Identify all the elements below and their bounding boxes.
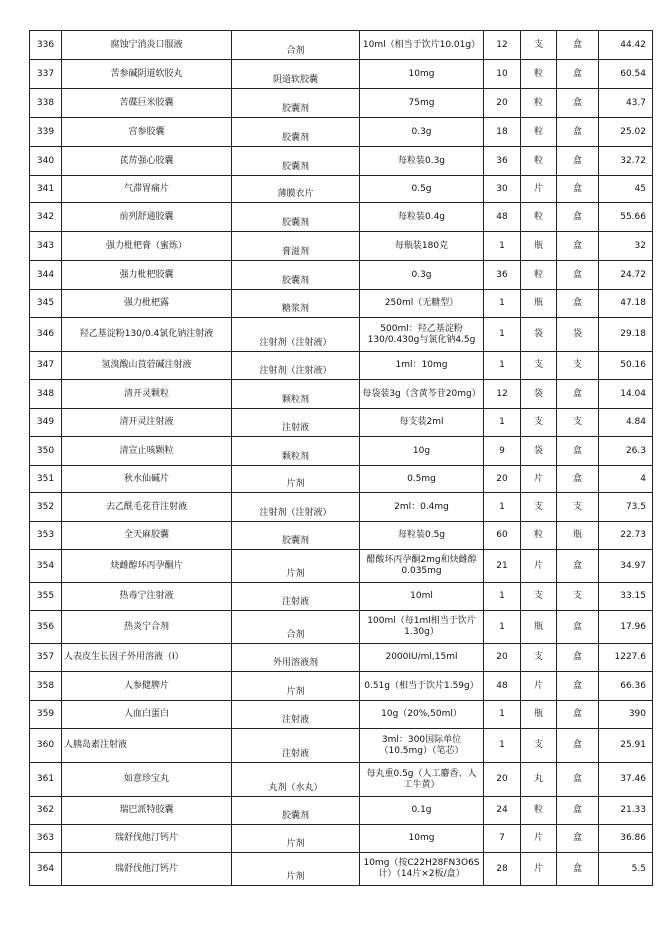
table-row xyxy=(30,763,653,797)
package-unit: 盒 xyxy=(557,644,599,672)
specification: 0.51g（相当于饮片1.59g） xyxy=(360,672,484,701)
package-unit: 盒 xyxy=(557,701,599,729)
minimum-unit: 支 xyxy=(521,409,557,437)
row-number: 359 xyxy=(30,701,62,729)
specification: 0.3g xyxy=(360,118,484,147)
price: 37.46 xyxy=(599,763,653,797)
specification: 0.5mg xyxy=(360,466,484,493)
row-number: 343 xyxy=(30,232,62,261)
specification: 醋酸环丙孕酮2mg和炔雌醇0.035mg xyxy=(360,550,484,583)
table-row xyxy=(30,318,653,352)
drug-name: 强力枇杷露 xyxy=(62,290,232,318)
package-quantity: 1 xyxy=(484,729,521,763)
table-row xyxy=(30,466,653,493)
minimum-unit: 片 xyxy=(521,176,557,203)
minimum-unit: 片 xyxy=(521,853,557,886)
dosage-form: 注射液 xyxy=(232,701,360,729)
package-unit: 盒 xyxy=(557,147,599,176)
table-row xyxy=(30,203,653,232)
price: 25.91 xyxy=(599,729,653,763)
drug-name: 强力枇杷膏（蜜炼） xyxy=(62,232,232,261)
drug-name: 瑞舒伐他汀钙片 xyxy=(62,853,232,886)
minimum-unit: 粒 xyxy=(521,89,557,118)
minimum-unit: 丸 xyxy=(521,763,557,797)
price: 32 xyxy=(599,232,653,261)
package-quantity: 21 xyxy=(484,550,521,583)
dosage-form: 膏滋剂 xyxy=(232,232,360,261)
dosage-form: 注射液 xyxy=(232,729,360,763)
minimum-unit: 粒 xyxy=(521,797,557,825)
specification: 每瓶装180克 xyxy=(360,232,484,261)
table-row xyxy=(30,644,653,672)
package-unit: 盒 xyxy=(557,232,599,261)
package-unit: 袋 xyxy=(557,318,599,352)
dosage-form: 胶囊剂 xyxy=(232,203,360,232)
package-unit: 盒 xyxy=(557,118,599,147)
minimum-unit: 瓶 xyxy=(521,290,557,318)
row-number: 346 xyxy=(30,318,62,352)
minimum-unit: 片 xyxy=(521,550,557,583)
dosage-form: 薄膜衣片 xyxy=(232,176,360,203)
row-number: 350 xyxy=(30,437,62,466)
drug-name: 腐蚀宁消炎口服液 xyxy=(62,31,232,60)
row-number: 354 xyxy=(30,550,62,583)
price: 66.36 xyxy=(599,672,653,701)
drug-price-table xyxy=(29,30,653,886)
row-number: 337 xyxy=(30,60,62,89)
specification: 每粒装0.3g xyxy=(360,147,484,176)
package-quantity: 20 xyxy=(484,763,521,797)
minimum-unit: 粒 xyxy=(521,203,557,232)
package-quantity: 24 xyxy=(484,797,521,825)
table-row xyxy=(30,611,653,644)
price: 43.7 xyxy=(599,89,653,118)
drug-name: 热毒宁注射液 xyxy=(62,583,232,611)
minimum-unit: 支 xyxy=(521,493,557,522)
table-row xyxy=(30,147,653,176)
table-row xyxy=(30,118,653,147)
specification: 1ml：10mg xyxy=(360,352,484,380)
minimum-unit: 片 xyxy=(521,672,557,701)
drug-name: 宫参胶囊 xyxy=(62,118,232,147)
price: 36.86 xyxy=(599,825,653,853)
table-row xyxy=(30,672,653,701)
package-unit: 支 xyxy=(557,352,599,380)
package-quantity: 1 xyxy=(484,701,521,729)
specification: 0.5g xyxy=(360,176,484,203)
package-quantity: 48 xyxy=(484,672,521,701)
package-unit: 盒 xyxy=(557,261,599,290)
table-row xyxy=(30,409,653,437)
price: 24.72 xyxy=(599,261,653,290)
table-row xyxy=(30,232,653,261)
dosage-form: 片剂 xyxy=(232,853,360,886)
specification: 10mg xyxy=(360,825,484,853)
price: 34.97 xyxy=(599,550,653,583)
row-number: 357 xyxy=(30,644,62,672)
specification: 10mg（按C22H28FN3O6S计）（14片×2板/盒） xyxy=(360,853,484,886)
minimum-unit: 粒 xyxy=(521,261,557,290)
row-number: 353 xyxy=(30,522,62,550)
package-quantity: 36 xyxy=(484,261,521,290)
package-quantity: 20 xyxy=(484,89,521,118)
specification: 75mg xyxy=(360,89,484,118)
package-quantity: 12 xyxy=(484,380,521,409)
table-row xyxy=(30,493,653,522)
specification: 2ml：0.4mg xyxy=(360,493,484,522)
dosage-form: 外用溶液剂 xyxy=(232,644,360,672)
package-unit: 盒 xyxy=(557,437,599,466)
minimum-unit: 支 xyxy=(521,583,557,611)
package-unit: 瓶 xyxy=(557,522,599,550)
minimum-unit: 袋 xyxy=(521,437,557,466)
dosage-form: 阴道软胶囊 xyxy=(232,60,360,89)
price: 50.16 xyxy=(599,352,653,380)
package-unit: 盒 xyxy=(557,466,599,493)
package-quantity: 1 xyxy=(484,352,521,380)
row-number: 363 xyxy=(30,825,62,853)
package-quantity: 12 xyxy=(484,31,521,60)
package-quantity: 48 xyxy=(484,203,521,232)
row-number: 362 xyxy=(30,797,62,825)
drug-name: 瑞巴派特胶囊 xyxy=(62,797,232,825)
table-row xyxy=(30,176,653,203)
specification: 每支装2ml xyxy=(360,409,484,437)
table-row xyxy=(30,583,653,611)
drug-name: 强力枇杷胶囊 xyxy=(62,261,232,290)
package-unit: 盒 xyxy=(557,31,599,60)
specification: 每袋装3g（含黄芩苷20mg） xyxy=(360,380,484,409)
dosage-form: 注射液 xyxy=(232,409,360,437)
dosage-form: 注射液 xyxy=(232,583,360,611)
drug-name: 瑞舒伐他汀钙片 xyxy=(62,825,232,853)
table-row xyxy=(30,729,653,763)
table-row xyxy=(30,290,653,318)
minimum-unit: 片 xyxy=(521,825,557,853)
minimum-unit: 瓶 xyxy=(521,611,557,644)
row-number: 360 xyxy=(30,729,62,763)
dosage-form: 颗粒剂 xyxy=(232,380,360,409)
package-unit: 盒 xyxy=(557,203,599,232)
package-quantity: 7 xyxy=(484,825,521,853)
package-quantity: 18 xyxy=(484,118,521,147)
dosage-form: 胶囊剂 xyxy=(232,522,360,550)
price: 44.42 xyxy=(599,31,653,60)
price: 29.18 xyxy=(599,318,653,352)
table-row xyxy=(30,522,653,550)
minimum-unit: 支 xyxy=(521,352,557,380)
specification: 100ml（每1ml相当于饮片1.30g） xyxy=(360,611,484,644)
package-unit: 支 xyxy=(557,409,599,437)
price: 4.84 xyxy=(599,409,653,437)
package-quantity: 36 xyxy=(484,147,521,176)
drug-name: 气滞胃痛片 xyxy=(62,176,232,203)
row-number: 348 xyxy=(30,380,62,409)
dosage-form: 糖浆剂 xyxy=(232,290,360,318)
row-number: 364 xyxy=(30,853,62,886)
minimum-unit: 袋 xyxy=(521,318,557,352)
price: 45 xyxy=(599,176,653,203)
package-quantity: 20 xyxy=(484,466,521,493)
dosage-form: 片剂 xyxy=(232,672,360,701)
drug-name: 人血白蛋白 xyxy=(62,701,232,729)
drug-name: 全天麻胶囊 xyxy=(62,522,232,550)
drug-name: 热炎宁合剂 xyxy=(62,611,232,644)
row-number: 361 xyxy=(30,763,62,797)
package-unit: 支 xyxy=(557,493,599,522)
price: 21.33 xyxy=(599,797,653,825)
table-row xyxy=(30,701,653,729)
package-quantity: 1 xyxy=(484,409,521,437)
dosage-form: 胶囊剂 xyxy=(232,89,360,118)
table-row xyxy=(30,380,653,409)
package-unit: 盒 xyxy=(557,176,599,203)
drug-name: 炔雌醇环丙孕酮片 xyxy=(62,550,232,583)
package-quantity: 1 xyxy=(484,290,521,318)
row-number: 351 xyxy=(30,466,62,493)
drug-name: 清开灵注射液 xyxy=(62,409,232,437)
dosage-form: 合剂 xyxy=(232,611,360,644)
package-unit: 盒 xyxy=(557,672,599,701)
dosage-form: 胶囊剂 xyxy=(232,147,360,176)
drug-name: 去乙酰毛花苷注射液 xyxy=(62,493,232,522)
drug-name: 清宣止咳颗粒 xyxy=(62,437,232,466)
minimum-unit: 瓶 xyxy=(521,232,557,261)
dosage-form: 片剂 xyxy=(232,466,360,493)
package-unit: 盒 xyxy=(557,729,599,763)
minimum-unit: 支 xyxy=(521,31,557,60)
drug-name: 羟乙基淀粉130/0.4氯化钠注射液 xyxy=(62,318,232,352)
row-number: 352 xyxy=(30,493,62,522)
minimum-unit: 瓶 xyxy=(521,701,557,729)
dosage-form: 胶囊剂 xyxy=(232,261,360,290)
row-number: 355 xyxy=(30,583,62,611)
dosage-form: 注射剂（注射液） xyxy=(232,318,360,352)
table-row xyxy=(30,89,653,118)
specification: 2000IU/ml,15ml xyxy=(360,644,484,672)
row-number: 339 xyxy=(30,118,62,147)
row-number: 356 xyxy=(30,611,62,644)
drug-name: 人胰岛素注射液 xyxy=(62,729,232,763)
specification: 0.3g xyxy=(360,261,484,290)
row-number: 347 xyxy=(30,352,62,380)
price: 47.18 xyxy=(599,290,653,318)
price: 17.96 xyxy=(599,611,653,644)
package-unit: 盒 xyxy=(557,797,599,825)
drug-name: 芪苈强心胶囊 xyxy=(62,147,232,176)
dosage-form: 合剂 xyxy=(232,31,360,60)
drug-name: 苦参碱阴道软胶丸 xyxy=(62,60,232,89)
specification: 每粒装0.5g xyxy=(360,522,484,550)
minimum-unit: 支 xyxy=(521,729,557,763)
dosage-form: 片剂 xyxy=(232,825,360,853)
dosage-form: 注射剂（注射液） xyxy=(232,493,360,522)
specification: 10ml xyxy=(360,583,484,611)
package-unit: 盒 xyxy=(557,853,599,886)
package-quantity: 28 xyxy=(484,853,521,886)
package-quantity: 1 xyxy=(484,583,521,611)
table-body xyxy=(30,31,653,886)
minimum-unit: 粒 xyxy=(521,522,557,550)
specification: 10ml（相当于饮片10.01g） xyxy=(360,31,484,60)
dosage-form: 颗粒剂 xyxy=(232,437,360,466)
table-row xyxy=(30,60,653,89)
price: 32.72 xyxy=(599,147,653,176)
package-unit: 支 xyxy=(557,583,599,611)
table-row xyxy=(30,31,653,60)
dosage-form: 胶囊剂 xyxy=(232,118,360,147)
specification: 3ml：300国际单位（10.5mg）（笔芯） xyxy=(360,729,484,763)
price: 22.73 xyxy=(599,522,653,550)
drug-name: 人表皮生长因子外用溶液（I） xyxy=(62,644,232,672)
drug-name: 清开灵颗粒 xyxy=(62,380,232,409)
drug-name: 如意珍宝丸 xyxy=(62,763,232,797)
package-unit: 盒 xyxy=(557,290,599,318)
minimum-unit: 粒 xyxy=(521,147,557,176)
specification: 每粒装0.4g xyxy=(360,203,484,232)
dosage-form: 胶囊剂 xyxy=(232,797,360,825)
table-row xyxy=(30,797,653,825)
price: 390 xyxy=(599,701,653,729)
package-quantity: 1 xyxy=(484,493,521,522)
package-quantity: 60 xyxy=(484,522,521,550)
package-quantity: 1 xyxy=(484,232,521,261)
minimum-unit: 袋 xyxy=(521,380,557,409)
row-number: 338 xyxy=(30,89,62,118)
drug-name: 前列舒通胶囊 xyxy=(62,203,232,232)
specification: 250ml（无糖型） xyxy=(360,290,484,318)
package-quantity: 9 xyxy=(484,437,521,466)
specification: 0.1g xyxy=(360,797,484,825)
package-quantity: 1 xyxy=(484,611,521,644)
price: 14.04 xyxy=(599,380,653,409)
drug-name: 人参健脾片 xyxy=(62,672,232,701)
price: 25.02 xyxy=(599,118,653,147)
minimum-unit: 片 xyxy=(521,466,557,493)
price: 73.5 xyxy=(599,493,653,522)
drug-name: 苦碟巨米胶囊 xyxy=(62,89,232,118)
package-unit: 盒 xyxy=(557,763,599,797)
package-quantity: 10 xyxy=(484,60,521,89)
package-unit: 盒 xyxy=(557,825,599,853)
package-quantity: 30 xyxy=(484,176,521,203)
minimum-unit: 粒 xyxy=(521,60,557,89)
price: 60.54 xyxy=(599,60,653,89)
row-number: 336 xyxy=(30,31,62,60)
price: 55.66 xyxy=(599,203,653,232)
table-row xyxy=(30,261,653,290)
package-unit: 盒 xyxy=(557,380,599,409)
row-number: 344 xyxy=(30,261,62,290)
price: 26.3 xyxy=(599,437,653,466)
price: 5.5 xyxy=(599,853,653,886)
table-row xyxy=(30,853,653,886)
row-number: 341 xyxy=(30,176,62,203)
row-number: 345 xyxy=(30,290,62,318)
table-row xyxy=(30,437,653,466)
specification: 10mg xyxy=(360,60,484,89)
specification: 10g（20%,50ml） xyxy=(360,701,484,729)
row-number: 358 xyxy=(30,672,62,701)
specification: 10g xyxy=(360,437,484,466)
table-row xyxy=(30,550,653,583)
package-unit: 盒 xyxy=(557,60,599,89)
specification: 每丸重0.5g（人工麝香、人工牛黄） xyxy=(360,763,484,797)
minimum-unit: 支 xyxy=(521,644,557,672)
package-quantity: 1 xyxy=(484,318,521,352)
package-unit: 盒 xyxy=(557,550,599,583)
price: 33.15 xyxy=(599,583,653,611)
drug-name: 秋水仙碱片 xyxy=(62,466,232,493)
package-unit: 盒 xyxy=(557,611,599,644)
package-quantity: 20 xyxy=(484,644,521,672)
row-number: 340 xyxy=(30,147,62,176)
drug-name: 氢溴酸山莨菪碱注射液 xyxy=(62,352,232,380)
row-number: 349 xyxy=(30,409,62,437)
specification: 500ml：羟乙基淀粉130/0.430g与氯化钠4.5g xyxy=(360,318,484,352)
price: 4 xyxy=(599,466,653,493)
dosage-form: 注射剂（注射液） xyxy=(232,352,360,380)
minimum-unit: 粒 xyxy=(521,118,557,147)
dosage-form: 丸剂（水丸） xyxy=(232,763,360,797)
price: 1227.6 xyxy=(599,644,653,672)
table-row xyxy=(30,825,653,853)
dosage-form: 片剂 xyxy=(232,550,360,583)
package-unit: 盒 xyxy=(557,89,599,118)
row-number: 342 xyxy=(30,203,62,232)
table-row xyxy=(30,352,653,380)
